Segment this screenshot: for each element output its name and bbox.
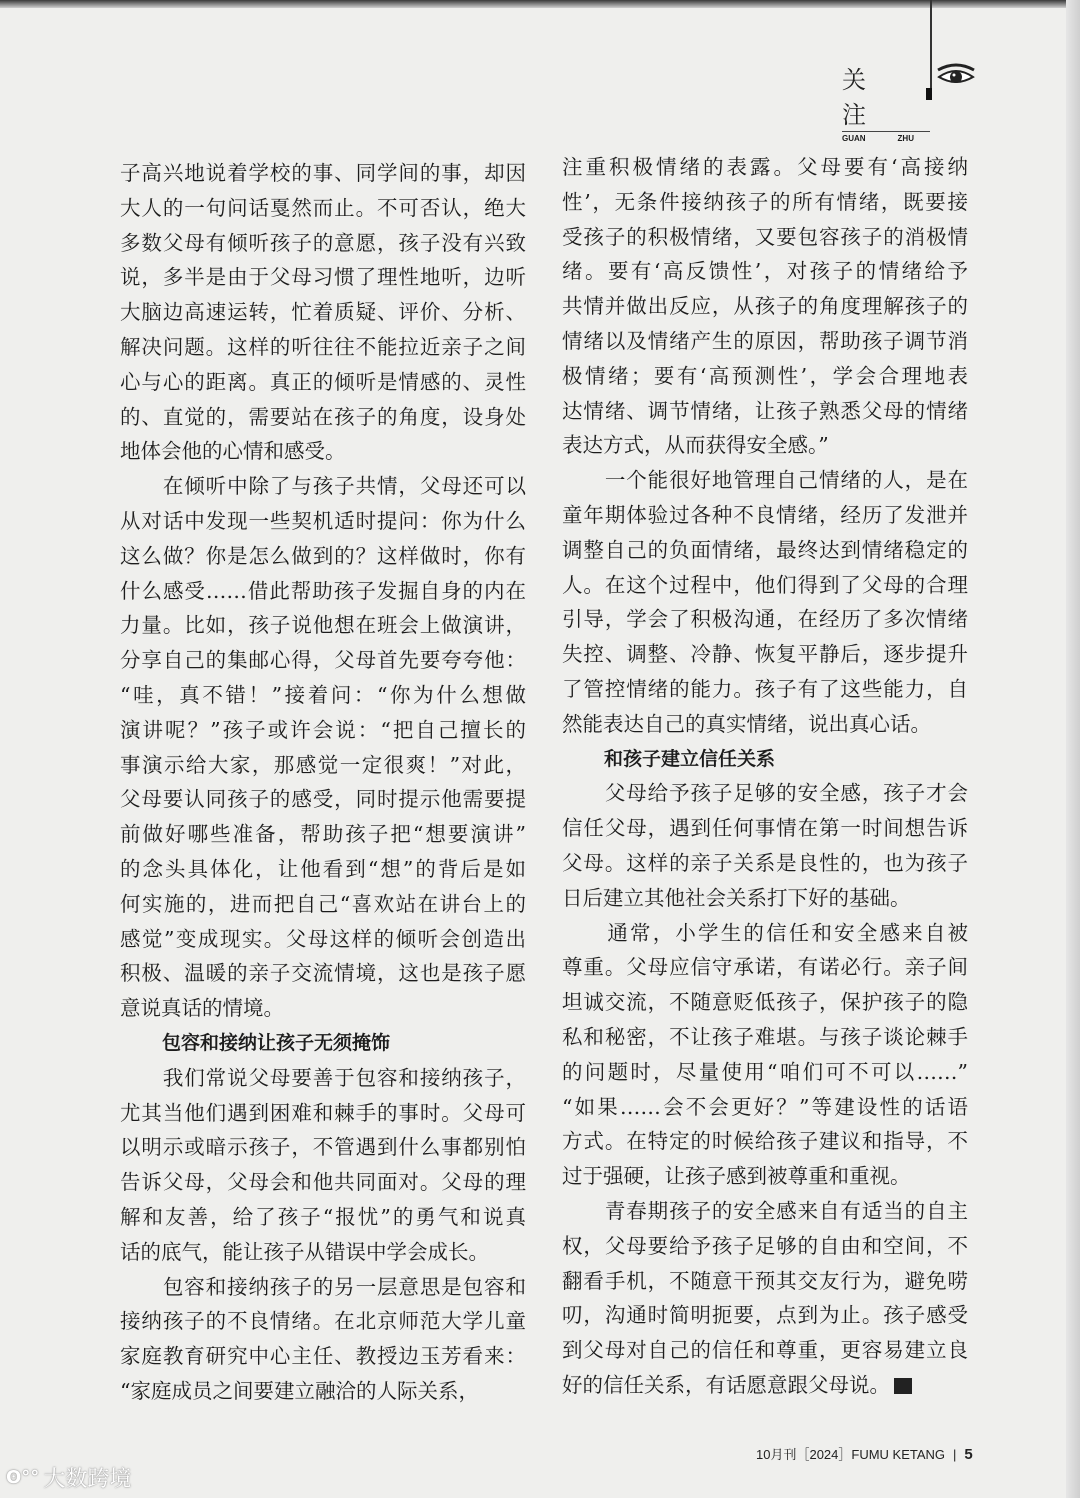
text-line: 调整自己的负面情绪，最终达到情绪稳定的: [562, 537, 968, 562]
text-line: 一个能很好地管理自己情绪的人，是在: [562, 468, 968, 493]
right-column: [562, 150, 968, 1403]
text-line: 地体会他的心情和感受。: [120, 439, 346, 464]
text-line: 积极、温暖的亲子交流情境，这也是孩子愿: [120, 961, 526, 986]
text-line: 大人的一句问话戛然而止。不可否认，绝大: [120, 195, 526, 220]
eye-icon: [936, 62, 976, 88]
text-line: 了管控情绪的能力。孩子有了这些能力，自: [562, 676, 968, 701]
text-line: 极情绪；要有‘高预测性’，学会合理地表: [562, 363, 968, 388]
text-line: 信任父母，遇到任何事情在第一时间想告诉: [562, 816, 968, 841]
text-line: 解和友善，给了孩子“报忧”的勇气和说真: [120, 1204, 526, 1229]
text-line: “家庭成员之间要建立融洽的人际关系，: [120, 1378, 479, 1403]
text-line: 尊重。父母应信守承诺，有诺必行。亲子间: [562, 955, 968, 980]
text-line: 父母。这样的亲子关系是良性的，也为孩子: [562, 850, 968, 875]
text-line: 告诉父母，父母会和他共同面对。父母的理: [120, 1170, 526, 1195]
text-line: 什么感受……借此帮助孩子发掘自身的内在: [120, 578, 526, 603]
issue-info: 10月刊［2024］FUMU KETANG: [756, 1447, 946, 1462]
text-line: 好的信任关系，有话愿意跟父母说。: [562, 1368, 968, 1403]
text-line: 然能表达自己的真实情绪，说出真心话。: [562, 711, 931, 736]
page-number: 5: [964, 1446, 973, 1463]
text-line: 情绪以及情绪产生的原因，帮助孩子调节消: [562, 328, 968, 353]
pinyin-1: GUAN: [842, 134, 866, 143]
page-footer: 10月刊［2024］FUMU KETANG | 5: [756, 1446, 973, 1463]
text-line: 权，父母要给予孩子足够的自由和空间，不: [562, 1233, 968, 1258]
text-line: “如果……会不会更好？”等建设性的话语: [562, 1094, 968, 1119]
text-line: 私和秘密，不让孩子难堪。与孩子谈论棘手: [562, 1024, 968, 1049]
text-line: 共情并做出反应，从孩子的角度理解孩子的: [562, 294, 968, 319]
text-line: 在倾听中除了与孩子共情，父母还可以: [120, 474, 526, 499]
text-line: 分享自己的集邮心得，父母首先要夸夸他：: [120, 648, 526, 673]
text-line: 青春期孩子的安全感来自有适当的自主: [562, 1198, 968, 1223]
text-line: 达情绪、调节情绪，让孩子熟悉父母的情绪: [562, 398, 968, 423]
text-line: 话的底气，能让孩子从错误中学会成长。: [120, 1239, 489, 1264]
text-line: 表达方式，从而获得安全感。”: [562, 433, 829, 458]
text-line: 坦诚交流，不随意贬低孩子，保护孩子的隐: [562, 990, 968, 1015]
text-line: “哇，真不错！”接着问：“你为什么想做: [120, 682, 526, 707]
text-line: 解决问题。这样的听往往不能拉近亲子之间: [120, 334, 526, 359]
text-line: 家庭教育研究中心主任、教授边玉芳看来：: [120, 1344, 526, 1369]
text-line: 从对话中发现一些契机适时提问：你为什么: [120, 508, 526, 533]
watermark-text: 大数跨境: [43, 1467, 132, 1492]
text-line: 意说真话的情境。: [120, 996, 284, 1021]
scan-top-edge: [0, 0, 1080, 8]
text-line: 我们常说父母要善于包容和接纳孩子，: [120, 1065, 526, 1090]
text-line: 引导，学会了积极沟通，在经历了多次情绪: [562, 607, 968, 632]
text-line: 绪。要有‘高反馈性’，对孩子的情绪给予: [562, 259, 968, 284]
text-line: 事演示给大家，那感觉一定很爽！”对此，: [120, 752, 526, 777]
text-line: 父母要认同孩子的感受，同时提示他需要提: [120, 787, 526, 812]
text-line: 过于强硬，让孩子感到被尊重和重视。: [562, 1164, 911, 1189]
text-line: 子高兴地说着学校的事、同学间的事，却因: [120, 161, 526, 185]
text-line: 通常，小学生的信任和安全感来自被: [562, 920, 968, 945]
text-line: 日后建立其他社会关系打下好的基础。: [562, 885, 911, 910]
text-line: 人。在这个过程中，他们得到了父母的合理: [562, 572, 968, 597]
section-title: 关 注: [842, 60, 930, 132]
left-column: [120, 156, 526, 1409]
text-line: 的问题时，尽量使用“咱们可不可以……”: [562, 1059, 968, 1084]
text-line: 何实施的，进而把自己“喜欢站在讲台上的: [120, 891, 526, 916]
text-line: 方式。在特定的时候给孩子建议和指导，不: [562, 1129, 968, 1154]
text-line: 大脑边高速运转，忙着质疑、评价、分析、: [120, 300, 526, 325]
watermark: [6, 1462, 131, 1493]
text-line: 演讲呢？”孩子或许会说：“把自己擅长的: [120, 717, 526, 742]
scan-right-edge: [1066, 0, 1080, 1498]
end-mark-icon: [894, 1378, 912, 1394]
text-line: 力量。比如，孩子说他想在班会上做演讲，: [120, 613, 526, 638]
text-line: 的、直觉的，需要站在孩子的角度，设身处: [120, 404, 526, 429]
text-line: 包容和接纳孩子的另一层意思是包容和: [120, 1274, 526, 1299]
text-line: 感觉”变成现实。父母这样的倾听会创造出: [120, 926, 526, 951]
header-divider: [930, 0, 932, 100]
text-line: 失控、调整、冷静、恢复平静后，逐步提升: [562, 642, 968, 667]
text-line: 注重积极情绪的表露。父母要有‘高接纳: [562, 155, 968, 179]
watermark-logo: ʘ°°: [6, 1467, 40, 1488]
section-heading: 包容和接纳让孩子无须掩饰: [162, 1031, 391, 1054]
text-line: 父母给予孩子足够的安全感，孩子才会: [562, 781, 968, 806]
text-line: 的念头具体化，让他看到“想”的背后是如: [120, 856, 526, 881]
text-line: 童年期体验过各种不良情绪，经历了发泄并: [562, 502, 968, 527]
pinyin-2: ZHU: [897, 134, 914, 143]
text-line: 以明示或暗示孩子，不管遇到什么事都别怕: [120, 1135, 526, 1160]
text-line: 到父母对自己的信任和尊重，更容易建立良: [562, 1338, 968, 1363]
section-pinyin: [842, 134, 914, 143]
text-line: 说，多半是由于父母习惯了理性地听，边听: [120, 265, 526, 290]
text-line: 前做好哪些准备，帮助孩子把“想要演讲”: [120, 822, 526, 847]
text-line: 心与心的距离。真正的倾听是情感的、灵性: [120, 369, 526, 394]
text-line: 多数父母有倾听孩子的意愿，孩子没有兴致: [120, 230, 526, 255]
text-line: 性’，无条件接纳孩子的所有情绪，既要接: [562, 189, 968, 214]
text-line: 受孩子的积极情绪，又要包容孩子的消极情: [562, 224, 968, 249]
text-line: 这么做？你是怎么做到的？这样做时，你有: [120, 543, 526, 568]
text-line: 叨，沟通时简明扼要，点到为止。孩子感受: [562, 1303, 968, 1328]
text-line: 尤其当他们遇到困难和棘手的事时。父母可: [120, 1100, 526, 1125]
text-line: 翻看手机，不随意干预其交友行为，避免唠: [562, 1268, 968, 1293]
section-header: [842, 60, 930, 143]
text-line: 接纳孩子的不良情绪。在北京师范大学儿童: [120, 1309, 526, 1334]
section-heading: 和孩子建立信任关系: [604, 747, 776, 770]
